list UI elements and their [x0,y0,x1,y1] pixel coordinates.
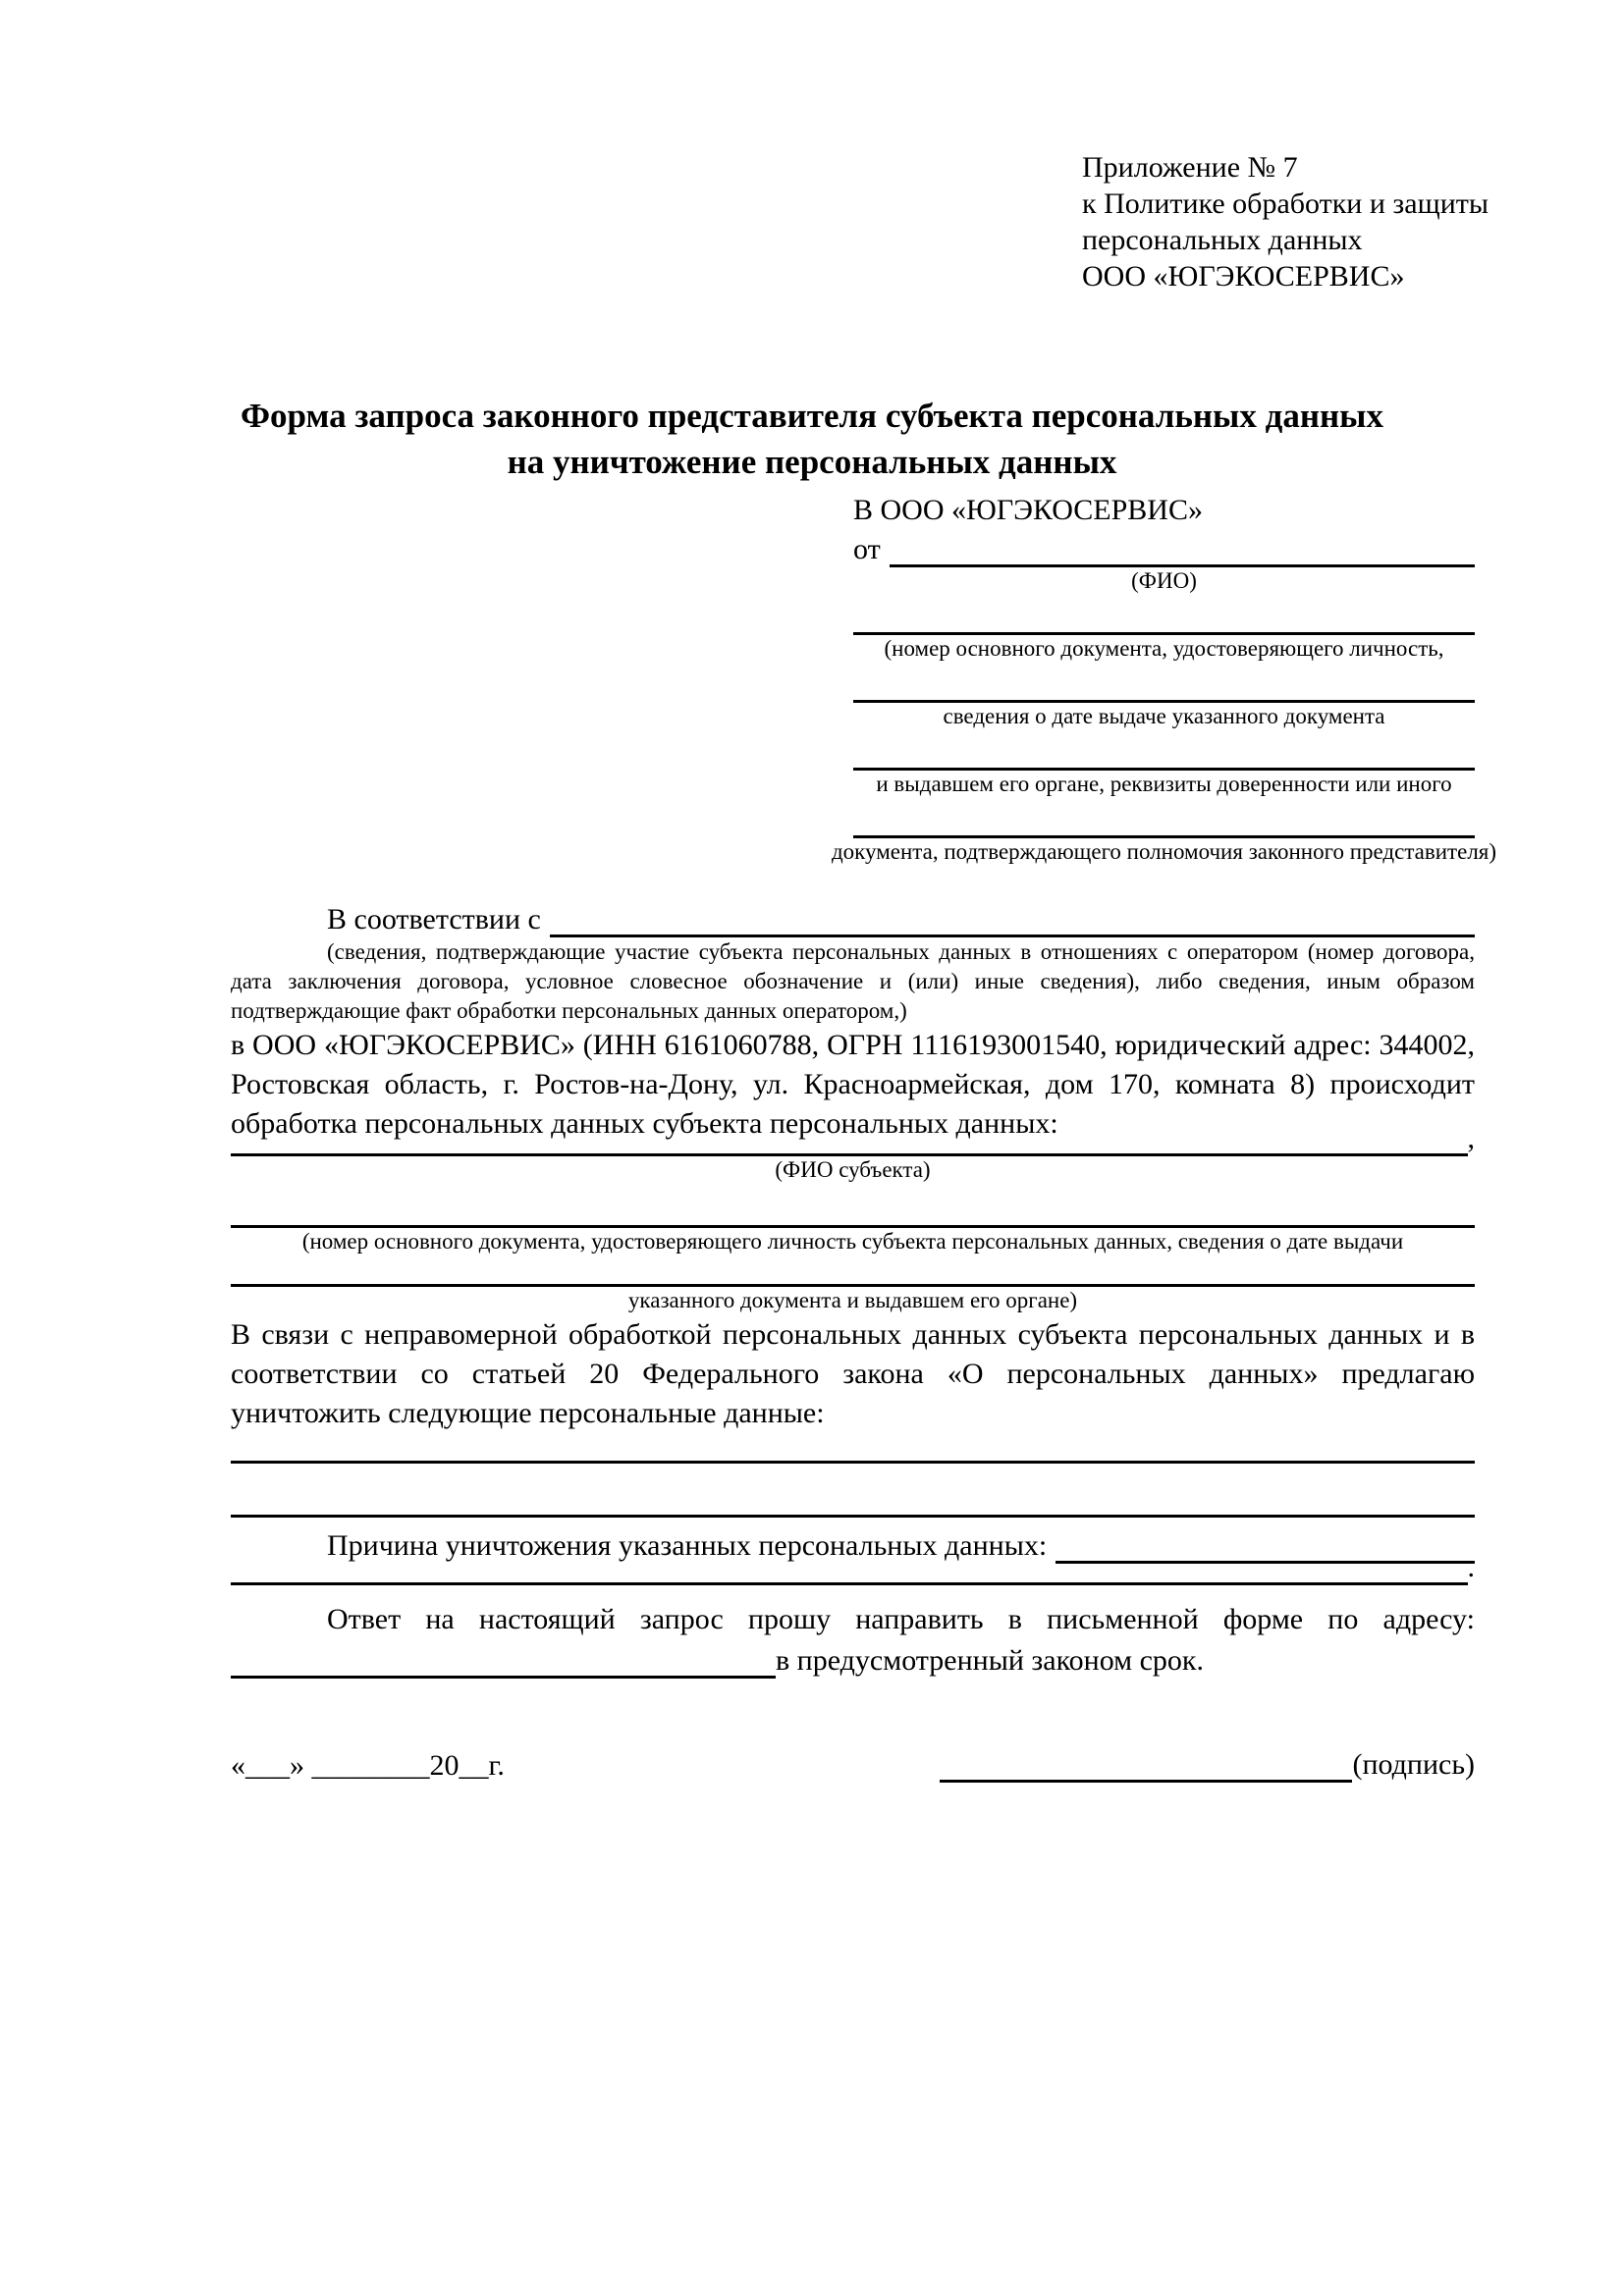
recipient-block [831,491,1497,866]
reply-spacer [1204,1639,1475,1679]
reason-field-2[interactable] [231,1548,1468,1585]
applicant-doc-field-3[interactable] [853,730,1475,771]
caption-doc1: (номер основного документа, удостоверяющего личность, [884,636,1444,661]
document-title-line1: Форма запроса законного представителя субъекта персональных данных [241,397,1383,435]
applicant-name-field[interactable] [890,530,1475,567]
caption-subject-doc2: указанного документа и выдавшем его органе) [627,1288,1078,1312]
signature-field[interactable] [940,1750,1352,1783]
applicant-doc-field-4[interactable] [853,798,1475,838]
company-name: ООО «ЮГЭКОСЕРВИС» [1082,260,1405,293]
caption-doc4: документа, подтверждающего полномочия законного представителя) [831,839,1497,864]
caption-subject-fio: (ФИО субъекта) [775,1157,931,1182]
operator-paragraph: в ООО «ЮГЭКОСЕРВИС» (ИНН 6161060788, ОГРН 1116193001540, юридический адрес: 344002, Ростовская область, г. Ростов-на-Дону, ул. Красноармейская, дом 170, комната 8) происходит обработка персональных данных субъекта персональных данных: [231,1029,1475,1140]
subject-fio-block [231,1119,1475,1184]
from-label: от [853,533,881,565]
from-row [853,530,1475,567]
reply-line2-text: в предусмотренный законом срок. [776,1644,1204,1677]
accordance-note: (сведения, подтверждающие участие субъекта персональных данных в отношениях с оператором (номер договора, дата заключения договора, условное словесное обозначение и (или) иные сведения), либо сведения, иным образом подтверждающие факт обработки персональных данных оператором,) [231,939,1475,1023]
caption-subject-doc1: (номер основного документа, удостоверяющего личность субъекта персональных данных, сведения о дате выдачи [301,1229,1404,1254]
applicant-doc-field-2[interactable] [853,663,1475,703]
data-to-destroy-field-1[interactable] [231,1423,1475,1464]
subject-doc-field-2[interactable] [231,1247,1475,1287]
applicant-doc-field-1[interactable] [853,595,1475,635]
reply-line1: Ответ на настоящий запрос прошу направить в письменной форме по адресу: [327,1603,1475,1635]
recipient-company: В ООО «ЮГЭКОСЕРВИС» [853,494,1203,526]
reply-address-field[interactable] [231,1639,776,1679]
data-to-destroy-field-2[interactable] [231,1477,1475,1518]
subject-fio-field[interactable] [231,1119,1468,1156]
signature-row [231,1747,1475,1783]
accordance-block [231,898,1475,1026]
caption-doc3: и выдавшем его органе, реквизиты доверенности или иного [876,772,1452,796]
document-title-line2: на уничтожение персональных данных [507,443,1117,481]
reason-continuation [231,1548,1475,1585]
signature-caption: (подпись) [1352,1748,1475,1781]
caption-fio: (ФИО) [1131,568,1197,593]
policy-reference-line2: персональных данных [1082,224,1363,256]
policy-reference-line1: к Политике обработки и защиты [1082,187,1489,220]
subject-doc-block-1 [231,1188,1475,1255]
reply-block [231,1600,1475,1679]
reason-period: . [1467,1551,1475,1583]
subject-fio-comma: , [1467,1122,1475,1154]
reason-continuation-row [231,1548,1475,1585]
accordance-field[interactable] [550,898,1475,937]
document-title [0,393,1624,485]
subject-doc-field-1[interactable] [231,1188,1475,1228]
reply-line2-row [231,1639,1475,1679]
appendix-number: Приложение № 7 [1082,151,1298,184]
accordance-lead: В соответствии с [327,903,541,935]
demand-paragraph: В связи с неправомерной обработкой персональных данных субъекта персональных данных и в соответствии со статьей 20 Федерального закона «О персональных данных» предлагаю уничтожить следующие персональные данные: [231,1318,1475,1429]
subject-doc-block-2 [231,1247,1475,1314]
caption-doc2: сведения о дате выдаче указанного документа [943,704,1385,728]
accordance-row [231,898,1475,937]
reason-label: Причина уничтожения указанных персональных данных: [327,1529,1048,1562]
date-blank[interactable]: «___» ________20__г. [231,1749,505,1782]
subject-fio-row [231,1119,1475,1156]
appendix-header [1082,149,1489,294]
